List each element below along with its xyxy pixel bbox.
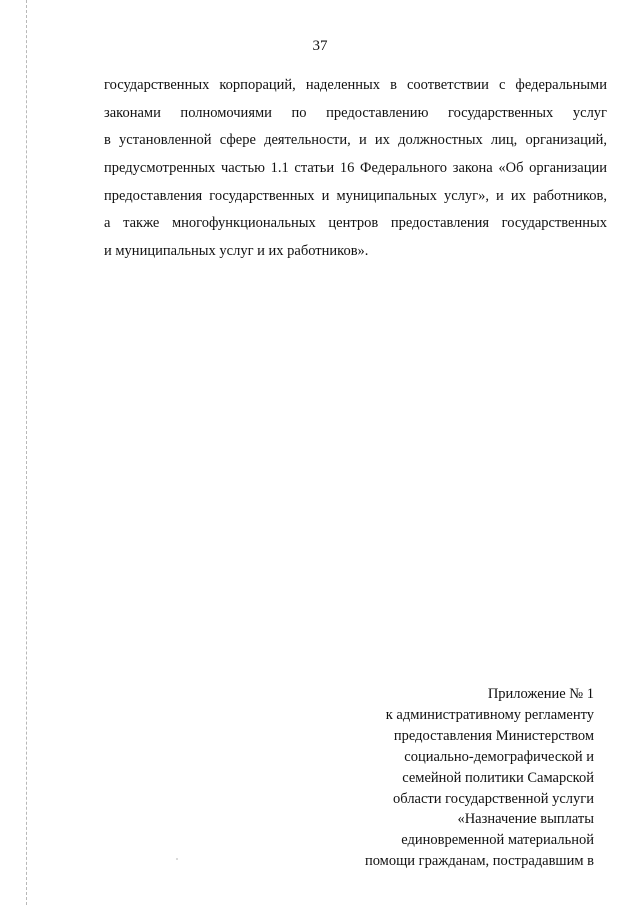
scan-speck [176,858,178,860]
appendix-header [330,684,594,872]
appendix-line: помощи гражданам, пострадавшим в [364,853,594,870]
appendix-line: к административному регламенту [385,706,594,723]
appendix-line: области государственной услуги [393,790,594,807]
body-line: законами полномочиями по предоставлению государственных услуг [104,104,607,121]
appendix-line: «Назначение выплаты [457,811,594,828]
body-line: и муниципальных услуг и их работников». [104,243,369,260]
appendix-line: семейной политики Самарской [402,769,594,786]
body-paragraph [104,72,607,266]
appendix-line: социально-демографической и [404,748,594,765]
body-line: государственных корпораций, наделенных в соответствии с федеральными [104,77,607,93]
body-line: предоставления государственных и муниципальных услуг», и их работников, [104,187,607,204]
body-line: предусмотренных частью 1.1 статьи 16 Федерального закона «Об организации [104,160,607,177]
page-number: 37 [312,38,328,54]
appendix-line: предоставления Министерством [393,727,594,744]
appendix-line: единовременной материальной [401,832,594,849]
body-line: а также многофункциональных центров предоставления государственных [104,215,607,232]
appendix-line: Приложение № 1 [487,686,594,702]
body-line: в установленной сфере деятельности, и их должностных лиц, организаций, [104,132,607,149]
scan-edge-line [26,0,27,905]
